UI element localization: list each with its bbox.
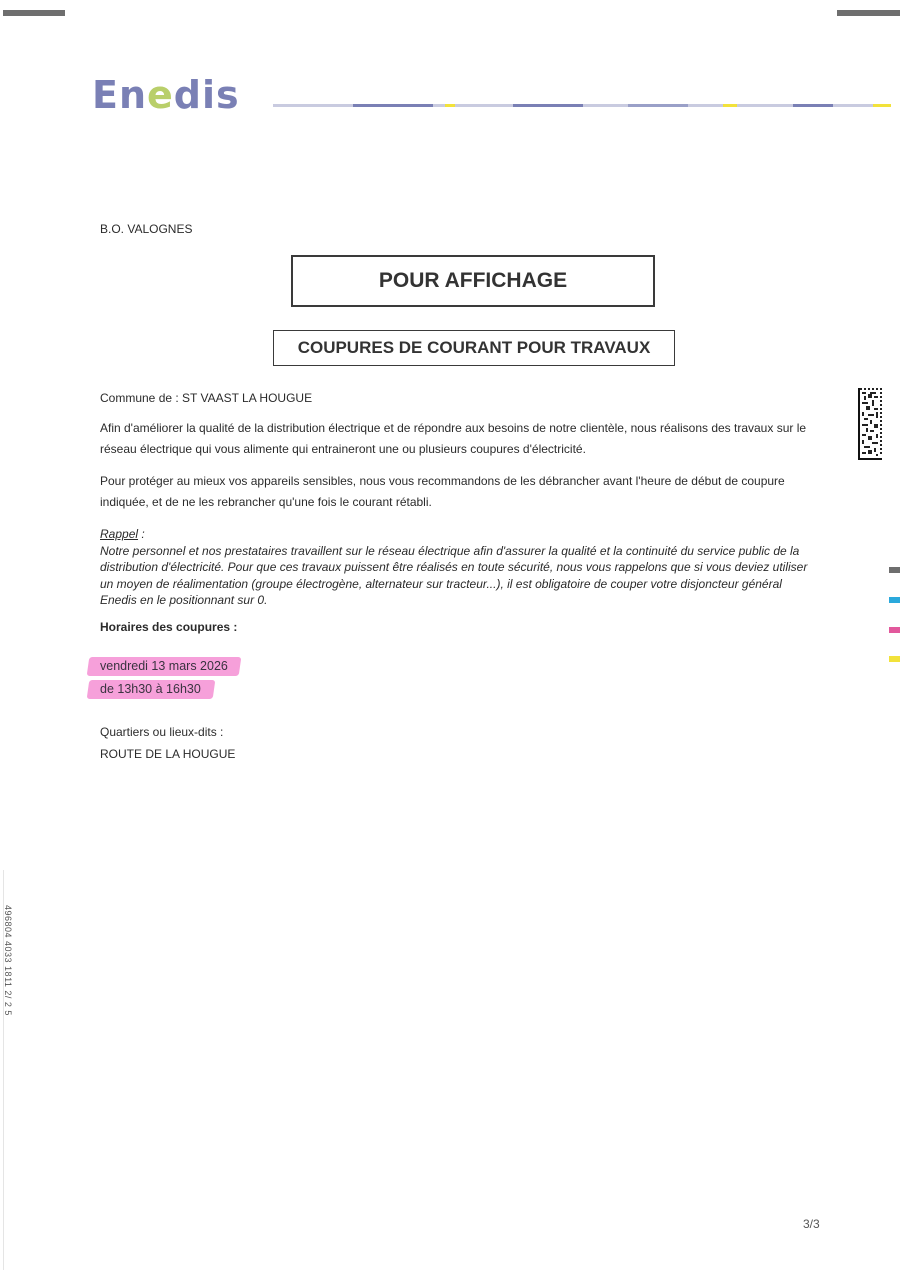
sender-office: B.O. VALOGNES — [100, 222, 193, 236]
protection-paragraph: Pour protéger au mieux vos appareils sensibles, nous vous recommandons de les débrancher avant l'heure de début de coupure indiquée, et de ne les rebrancher qu'une fois le courant rétabli. — [100, 474, 785, 509]
subtitle-text: COUPURES DE COURANT POUR TRAVAUX — [297, 338, 651, 357]
swatch-grey — [889, 567, 900, 573]
vertical-code: 496804 4033 1811 2/ 2 5 — [3, 905, 13, 1016]
scan-mark-left — [3, 10, 65, 16]
swatch-cyan — [889, 597, 900, 603]
datamatrix-code — [858, 388, 882, 460]
quartier-item: ROUTE DE LA HOUGUE — [100, 747, 236, 761]
quartiers-label: Quartiers ou lieux-dits : — [100, 725, 224, 739]
subtitle-box — [273, 330, 675, 366]
rappel-label: Rappel — [100, 527, 139, 541]
rappel-text: Notre personnel et nos prestataires travaillent sur le réseau électrique afin d'assurer la qualité et la continuité du service public de la distribution d'électricité. Pour que ces travaux puissent être réalisés en toute sécurité, nous vous rappelons que si vous deviez utiliser un moyen de réalimentation (groupe électrogène, alternateur sur tracteur...), il est obligatoire de couper votre disjoncteur général Enedis en le positionnant sur 0. — [100, 543, 808, 607]
swatch-yellow — [889, 656, 900, 662]
coupure-date: vendredi 13 mars 2026 — [100, 659, 228, 673]
logo-underline — [273, 104, 891, 107]
intro-paragraph: Afin d'améliorer la qualité de la distribution électrique et de répondre aux besoins de notre clientèle, nous réalisons des travaux sur le réseau électrique qui vous alimente qui entraineront une ou plusieurs coupures d'électricité. — [100, 421, 807, 456]
page-number: 3/3 — [803, 1217, 820, 1231]
banner-title-text: POUR AFFICHAGE — [378, 269, 568, 292]
horaires-title: Horaires des coupures : — [100, 620, 238, 634]
commune-line: Commune de : ST VAAST LA HOUGUE — [100, 391, 313, 405]
logo-text: Enedis — [92, 73, 240, 117]
rappel-section: Rappel : Notre personnel et nos prestataires travaillent sur le réseau électrique afin d'assurer la qualité et la continuité du service public de la distribution d'électricité. Pour que ces travaux puissent être réalisés en toute sécurité, nous vous rappelons que si vous deviez utiliser un moyen de réalimentation (groupe électrogène, alternateur sur tracteur...), il est obligatoire de couper votre disjoncteur général Enedis en le positionnant sur 0. — [100, 527, 808, 607]
coupure-time: de 13h30 à 16h30 — [100, 682, 201, 696]
enedis-logo — [92, 72, 240, 118]
scan-mark-right — [837, 10, 900, 16]
swatch-magenta — [889, 627, 900, 633]
banner-title — [291, 255, 655, 307]
